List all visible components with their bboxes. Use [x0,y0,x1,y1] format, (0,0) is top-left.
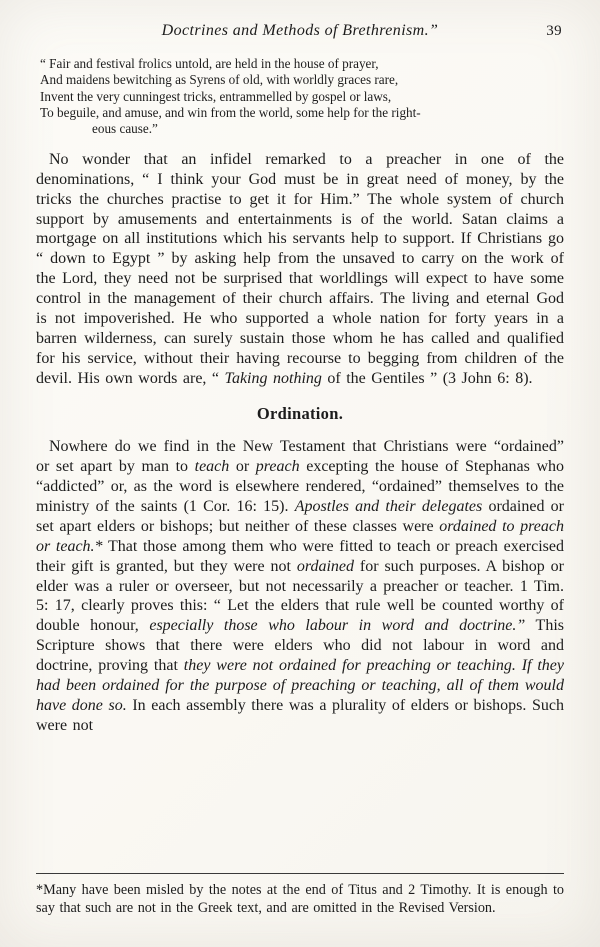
footnote-block [36,873,564,917]
running-header [36,22,564,40]
footnote-text: *Many have been misled by the notes at the end of Titus and 2 Timothy. It is enough to say that such are not in the Greek text, and are omitted in the Revised Version. [36,881,564,916]
running-header-title: Doctrines and Methods of Brethrenism.” [161,22,439,39]
poem-line: Invent the very cunningest tricks, entrammelled by gospel or laws, [40,88,392,104]
page-body [36,150,564,736]
page-number: 39 [546,23,562,39]
paragraph: No wonder that an infidel remarked to a preacher in one of the denominations, “ I think your God must be in great need of money, by the tricks the churches practise to get it for Him.” The whole system of church support by amusements and entertainments is of the world. Satan claims a mortgage on all institutions which his servants help to support. If Christians go “ down to Egypt ” by asking help from the unsaved to carry on the work of the Lord, they need not be surprised that worldlings will expect to have some control in the management of their church affairs. The living and eternal God is not impoverished. He who supported a whole nation for forty years in a barren wilderness, can surely sustain those whom he has called and qualified for his service, without their having recourse to begging from children of the devil. His own words are, “ Taking nothing of the Gentiles ” (3 John 6: 8). [36,150,564,387]
poem-line: To beguile, and amuse, and win from the world, some help for the right- [40,105,421,121]
poem-line: “ Fair and festival frolics untold, are held in the house of prayer, [40,56,379,71]
poem-quote [40,56,564,138]
footnote-divider [36,873,564,874]
paragraph: Nowhere do we find in the New Testament that Christians were “ordained” or set apart by man to teach or preach excepting the house of Stephanas who “addicted” or, as the word is elsewhere rendered, “ordained” themselves to the ministry of the saints (1 Cor. 16: 15). Apostles and their delegates ordained or set apart elders or bishops; but neither of these classes were ordained to preach or teach.* That those among them who were fitted to teach or preach exercised their gift is granted, but they were not ordained for such purposes. A bishop or elder was a ruler or overseer, but not necessarily a preacher or teacher. 1 Tim. 5: 17, clearly proves this: “ Let the elders that rule well be counted worthy of double honour, especially those who labour in word and doctrine.” This Scripture shows that there were elders who did not labour in word and doctrine, proving that they were not ordained for preaching or teaching. If they had been ordained for the purpose of preaching or teaching, all of them would have done so. In each assembly there was a plurality of elders or bishops. Such were not [36,438,565,734]
section-heading: Ordination. [256,403,344,423]
poem-line: eous cause.” [92,121,158,137]
poem-line: And maidens bewitching as Syrens of old, with worldly graces rare, [40,72,399,88]
